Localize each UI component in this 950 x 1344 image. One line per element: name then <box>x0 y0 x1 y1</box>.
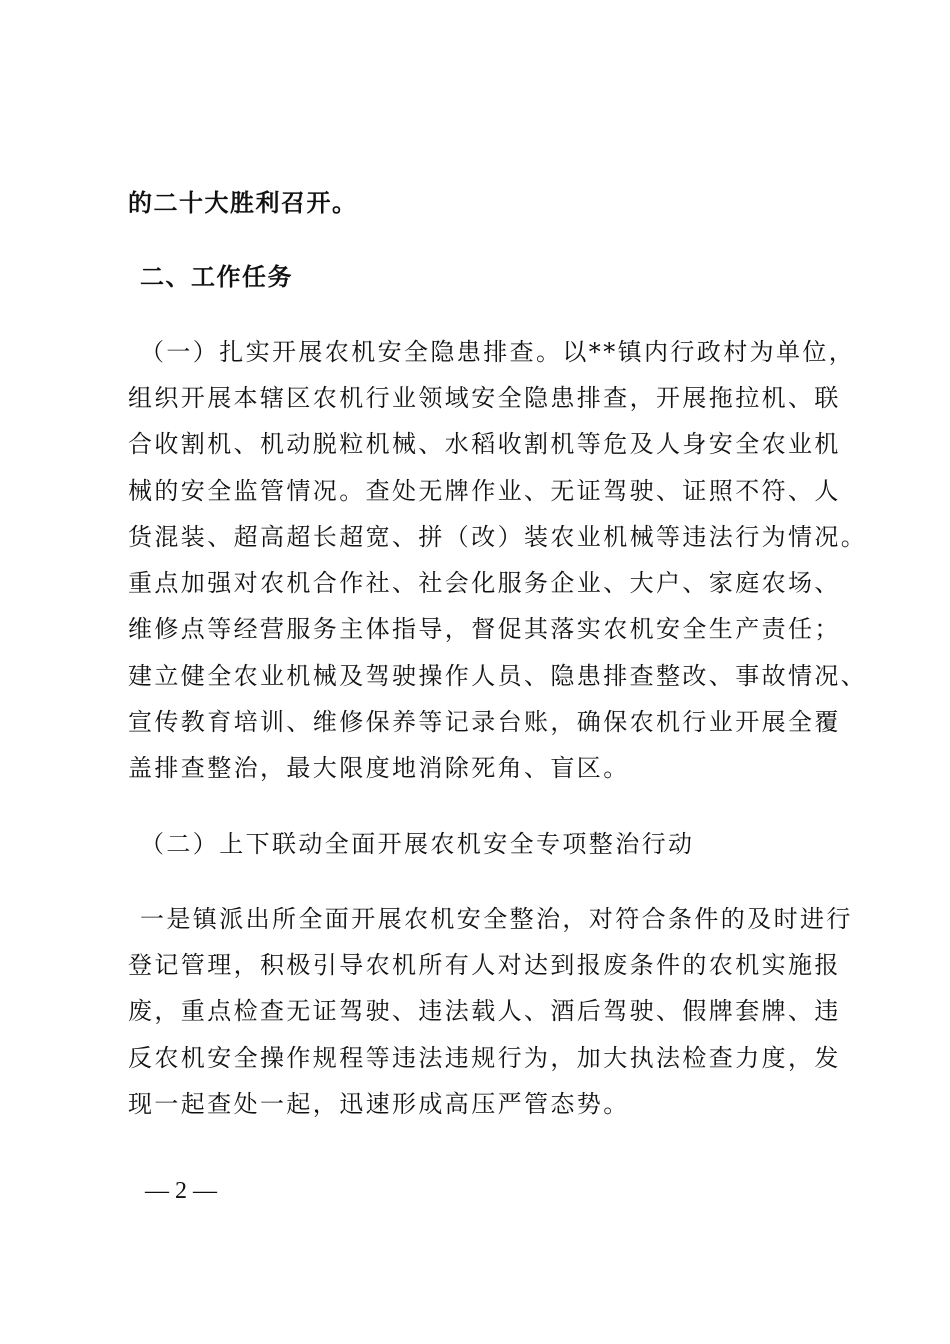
paragraph-line: 建立健全农业机械及驾驶操作人员、隐患排查整改、事故情况、 <box>128 662 868 690</box>
paragraph-line: 现一起查处一起，迅速形成高压严管态势。 <box>128 1090 630 1118</box>
paragraph-line: 重点加强对农机合作社、社会化服务企业、大户、家庭农场、 <box>128 569 841 597</box>
paragraph-line: （一）扎实开展农机安全隐患排查。以**镇内行政村为单位， <box>140 338 856 366</box>
paragraph-line: 械的安全监管情况。查处无牌作业、无证驾驶、证照不符、人 <box>128 477 841 505</box>
section-heading: 二、工作任务 <box>140 263 293 291</box>
paragraph-line: 货混装、超高超长超宽、拼（改）装农业机械等违法行为情况。 <box>128 523 868 551</box>
page-number: — 2 — <box>145 1178 217 1204</box>
paragraph-line: 一是镇派出所全面开展农机安全整治，对符合条件的及时进行 <box>140 905 853 933</box>
paragraph-line: 组织开展本辖区农机行业领域安全隐患排查，开展拖拉机、联 <box>128 384 841 412</box>
section-two-heading: （二）上下联动全面开展农机安全专项整治行动 <box>140 830 695 858</box>
paragraph-line: 废，重点检查无证驾驶、违法载人、酒后驾驶、假牌套牌、违 <box>128 997 841 1025</box>
paragraph-line: 盖排查整治，最大限度地消除死角、盲区。 <box>128 754 630 782</box>
paragraph-line: 登记管理，积极引导农机所有人对达到报废条件的农机实施报 <box>128 951 841 979</box>
paragraph-line: 反农机安全操作规程等违法违规行为，加大执法检查力度，发 <box>128 1044 841 1072</box>
paragraph-line: 合收割机、机动脱粒机械、水稻收割机等危及人身安全农业机 <box>128 430 841 458</box>
paragraph-line: 宣传教育培训、维修保养等记录台账，确保农机行业开展全覆 <box>128 708 841 736</box>
continuation-line: 的二十大胜利召开。 <box>128 189 358 217</box>
paragraph-line: 维修点等经营服务主体指导，督促其落实农机安全生产责任； <box>128 615 841 643</box>
